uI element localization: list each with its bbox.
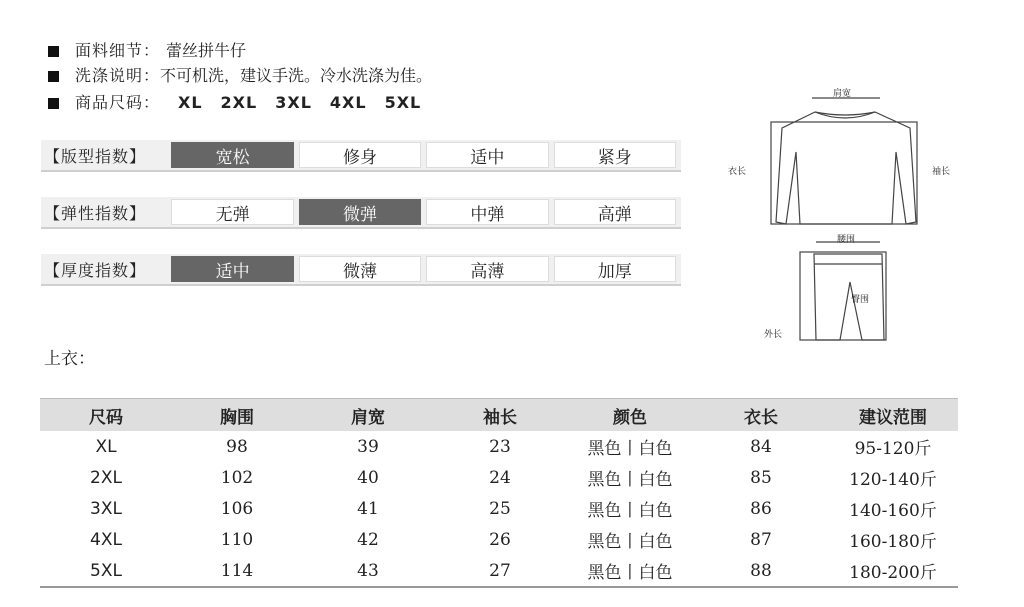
cell-sleeve: 27 [434,555,566,587]
cell-range: 140-160斤 [849,501,937,521]
cell-chest: 98 [226,436,248,457]
size-5xl: 5XL [384,93,422,112]
fabric-line [48,40,246,62]
header-color: 颜色 [566,399,694,432]
cell-shoulder: 42 [357,529,379,550]
table-row [40,431,958,462]
bullet-square-icon [48,46,59,57]
cell-shoulder: 40 [357,467,379,488]
cell-sleeve: 23 [489,436,511,457]
cell-size: 4XL [90,529,122,550]
wash-line [48,65,432,87]
cell-color: 黑色丨白色 [587,501,673,521]
cell-length: 86 [750,498,772,519]
cell-shoulder: 41 [357,498,379,519]
size-xl: XL [178,93,203,112]
cell-length: 85 [750,467,772,488]
cell-length: 84 [750,436,772,457]
cell-sleeve: 24 [489,467,511,488]
cell-range: 180-200斤 [828,555,958,587]
fit-option: 紧身 [554,142,676,168]
size-4xl: 4XL [329,93,367,112]
cell-length: 88 [694,555,828,587]
table-row [40,524,958,555]
elasticity-option: 微弹 [299,199,421,225]
cell-color: 黑色丨白色 [587,439,673,459]
cell-range: 95-120斤 [854,439,932,459]
cell-color: 黑色丨白色 [587,532,673,552]
cell-sleeve: 25 [489,498,511,519]
cell-shoulder: 39 [357,436,379,457]
header-sleeve: 袖长 [434,399,566,432]
cell-color: 黑色丨白色 [566,555,694,587]
garment-diagram-icon [720,82,980,347]
cell-color: 黑色丨白色 [587,470,673,490]
elasticity-index-title: 【弹性指数】 [44,203,147,223]
size-3xl: 3XL [275,93,312,112]
fabric-label: 面料细节： [75,41,161,60]
body-length-label: 衣长 [728,167,747,177]
cell-chest: 106 [220,498,254,519]
thickness-option: 微薄 [299,256,421,282]
outer-length-label: 外长 [764,330,783,340]
fit-index-bar [41,140,681,172]
elasticity-option: 高弹 [554,199,676,225]
hip-label: 臀围 [851,295,870,305]
cell-chest: 114 [172,555,302,587]
size-table [40,398,958,588]
table-header-row [40,399,958,432]
cell-size: XL [95,436,117,457]
thickness-option: 高薄 [426,256,548,282]
size-line [48,92,439,114]
cell-size: 3XL [90,498,122,519]
bullet-square-icon [48,98,59,109]
cell-size: 2XL [90,467,122,488]
cell-range: 120-140斤 [849,470,937,490]
fit-index-title: 【版型指数】 [44,146,147,166]
measurement-diagram [720,82,980,347]
waist-label: 腰围 [837,235,856,245]
cell-length: 87 [750,529,772,550]
cell-sleeve: 26 [489,529,511,550]
cell-chest: 102 [220,467,254,488]
fit-option: 适中 [426,142,548,168]
thickness-option: 加厚 [554,256,676,282]
fabric-value: 蕾丝拼牛仔 [166,41,247,60]
fit-option: 修身 [299,142,421,168]
thickness-index-title: 【厚度指数】 [44,260,147,280]
header-range: 建议范围 [828,399,958,432]
elasticity-option: 无弹 [171,199,293,225]
sleeve-label: 袖长 [932,167,951,177]
table-row [40,493,958,524]
cell-shoulder: 43 [302,555,434,587]
size-2xl: 2XL [220,93,258,112]
wash-label: 洗涤说明： [75,66,161,85]
thickness-index-bar [41,254,681,286]
wash-value: 不可机洗，建议手洗。冷水洗涤为佳。 [160,66,433,85]
thickness-option: 适中 [171,256,293,282]
shoulder-label: 肩宽 [833,89,852,99]
header-chest: 胸围 [172,399,302,432]
bullet-square-icon [48,71,59,82]
elasticity-option: 中弹 [426,199,548,225]
header-size: 尺码 [40,399,172,432]
section-title: 上衣： [44,349,95,369]
cell-size: 5XL [40,555,172,587]
cell-range: 160-180斤 [849,532,937,552]
elasticity-index-bar [41,197,681,229]
fit-option: 宽松 [171,142,293,168]
header-length: 衣长 [694,399,828,432]
cell-chest: 110 [220,529,254,550]
size-label: 商品尺码： [75,93,161,112]
table-row [40,555,958,587]
table-row [40,462,958,493]
header-shoulder: 肩宽 [302,399,434,432]
